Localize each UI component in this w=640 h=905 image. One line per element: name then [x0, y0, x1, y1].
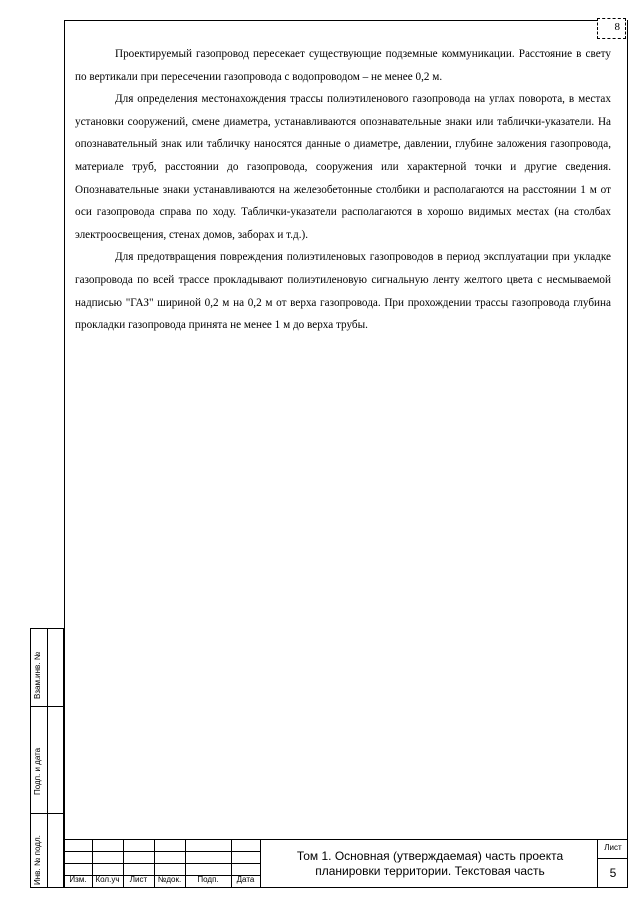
title-block [64, 839, 628, 888]
col-izm: Изм. [69, 875, 87, 884]
col-podp: Подп. [197, 875, 219, 884]
side-label-vzam-inv: Взам.инв. № [33, 651, 42, 699]
col-list: Лист [129, 875, 148, 884]
body-text [75, 43, 611, 337]
col-data: Дата [236, 875, 255, 884]
sheet-number: 5 [609, 866, 617, 880]
paragraph-3: Для предотвращения повреждения полиэтиленовых газопроводов в период эксплуатации при укладке газопровода по всей трассе прокладывают полиэтиленовую сигнальную ленту желтого цвета с несмываемой надписью "ГАЗ" шириной 0,2 м на 0,2 м от верха газопровода. При прохождении трассы газопровода глубина прокладки газопровода принята не менее 1 м до верха трубы. [75, 251, 611, 332]
document-title: Том 1. Основная (утверждаемая) часть проекта планировки территории. Текстовая часть [296, 849, 564, 878]
side-label-inv-podl: Инв. № подл. [33, 835, 42, 885]
paragraph-2: Для определения местонахождения трассы полиэтиленового газопровода на углах поворота, в местах установки сооружений, смене диаметра, устанавливаются опознавательные знаки или таблички-указатели. На опознавательный знак или табличку наносятся данные о диаметре, давлении, глубине заложения газопровода, материале труб, расстоянии до газопровода, сооружения или характерной точки и другие сведения. Опознавательные знаки устанавливаются на железобетонные столбики и располагаются на расстоянии 1 м от оси газопровода справа по ходу. Таблички-указатели располагаются в хорошо видимых местах (на столбах электроосвещения, стенах домов, заборах и т.д.). [75, 93, 611, 241]
sheet-label: Лист [604, 843, 622, 852]
col-kol-uch: Кол.уч [95, 875, 120, 884]
paragraph-1: Проектируемый газопровод пересекает существующие подземные коммуникации. Расстояние в свету по вертикали при пересечении газопровода с водопроводом – не менее 0,2 м. [75, 48, 611, 83]
side-label-podp-data: Подп. и дата [33, 747, 42, 795]
col-ndok: №док. [157, 875, 182, 884]
side-stamp [30, 628, 64, 888]
page-number: 8 [597, 18, 626, 39]
